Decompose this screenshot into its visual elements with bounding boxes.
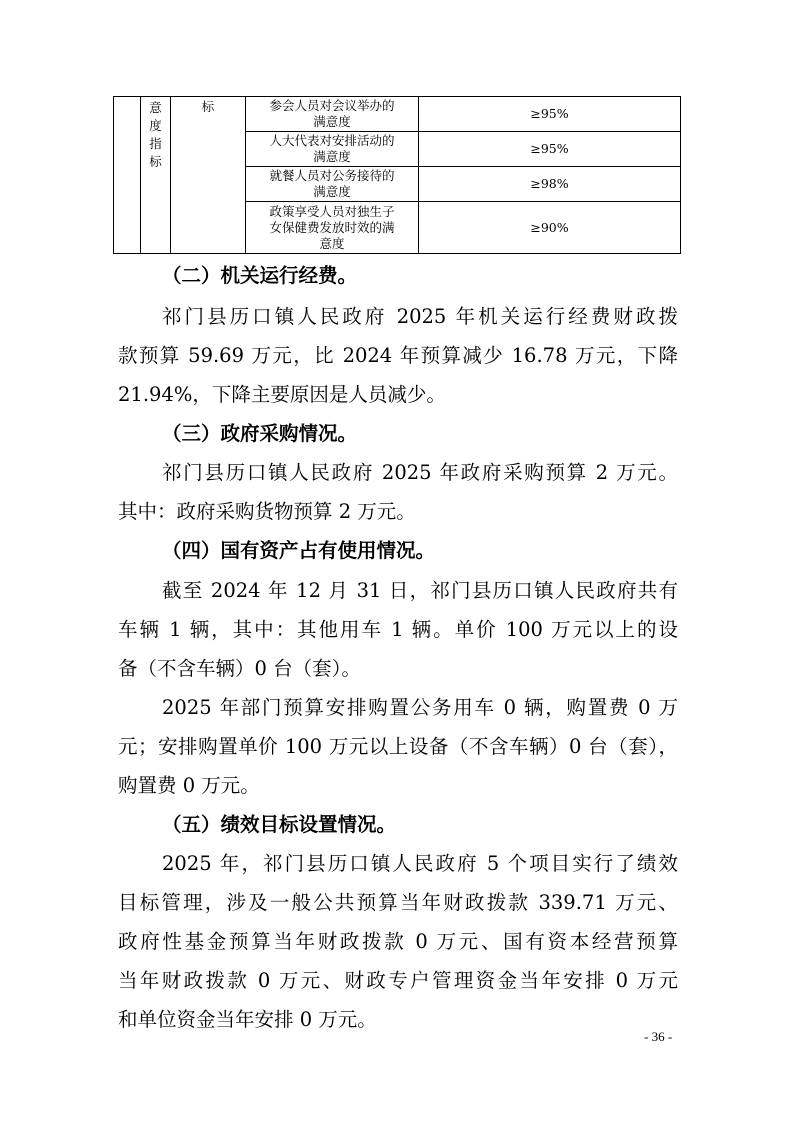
paragraph-line: 元；安排购置单价 100 万元以上设备（不含车辆）0 台（套）， (118, 735, 678, 758)
category-char: 意 (149, 100, 162, 115)
target-value-cell: ≥98% (419, 167, 681, 202)
indicator-line: 满意度 (313, 114, 351, 129)
category-char: 度 (149, 118, 162, 133)
indicator-cell (246, 132, 419, 167)
paragraph-line: 款预算 59.69 万元，比 2024 年预算减少 16.78 万元，下降 (118, 344, 678, 367)
indicator-cell (246, 167, 419, 202)
category-char: 标 (149, 154, 162, 169)
performance-indicator-table (113, 96, 681, 254)
indicator-cell (246, 202, 419, 254)
indicator-line: 人大代表对安排活动的 (269, 133, 395, 148)
paragraph-line: 购置费 0 万元。 (118, 774, 260, 797)
paragraph-line: 目标管理，涉及一般公共预算当年财政拨款 339.71 万元、 (118, 891, 678, 914)
indicator-line: 女保健费发放时效的满 (269, 219, 395, 235)
indicator-line: 参会人员对会议举办的 (269, 98, 395, 113)
indicator-line: 满意度 (313, 184, 351, 199)
section-heading-performance-goals: （五）绩效目标设置情况。 (162, 813, 397, 836)
paragraph-line: 当年财政拨款 0 万元、财政专户管理资金当年安排 0 万元 (118, 969, 678, 992)
section-heading-procurement: （三）政府采购情况。 (162, 422, 358, 445)
indicator-line: 政策享受人员对独生子 (269, 203, 395, 219)
subcategory-cell: 标 (171, 97, 246, 254)
paragraph-line: 其中：政府采购货物预算 2 万元。 (118, 500, 416, 523)
indicator-line: 意度 (319, 235, 345, 251)
indicator-line: 就餐人员对公务接待的 (269, 168, 395, 183)
paragraph-line: 车辆 1 辆，其中：其他用车 1 辆。单价 100 万元以上的设 (118, 618, 678, 641)
section-heading-state-assets: （四）国有资产占有使用情况。 (162, 539, 436, 562)
paragraph-line: 和单位资金当年安排 0 万元。 (118, 1008, 377, 1031)
paragraph-line: 政府性基金预算当年财政拨款 0 万元、国有资本经营预算 (118, 930, 678, 953)
category-cell (141, 97, 171, 254)
table-cell-blank (114, 97, 141, 254)
category-char: 指 (149, 136, 162, 151)
section-heading-operating-costs: （二）机关运行经费。 (162, 264, 358, 287)
indicator-cell (246, 97, 419, 132)
page-number: - 36 - (644, 1029, 673, 1044)
paragraph-line: 截至 2024 年 12 月 31 日，祁门县历口镇人民政府共有 (162, 579, 678, 602)
target-value-cell: ≥95% (419, 132, 681, 167)
paragraph-line: 21.94%，下降主要原因是人员减少。 (118, 383, 446, 406)
paragraph-line: 祁门县历口镇人民政府 2025 年政府采购预算 2 万元。 (162, 461, 678, 484)
target-value-cell: ≥90% (419, 202, 681, 254)
paragraph-line: 2025 年，祁门县历口镇人民政府 5 个项目实行了绩效 (162, 852, 678, 875)
paragraph-line: 2025 年部门预算安排购置公务用车 0 辆，购置费 0 万 (162, 696, 678, 719)
target-value-cell: ≥95% (419, 97, 681, 132)
indicator-line: 满意度 (313, 149, 351, 164)
paragraph-line: 祁门县历口镇人民政府 2025 年机关运行经费财政拨 (162, 305, 678, 328)
paragraph-line: 备（不含车辆）0 台（套）。 (118, 657, 361, 680)
